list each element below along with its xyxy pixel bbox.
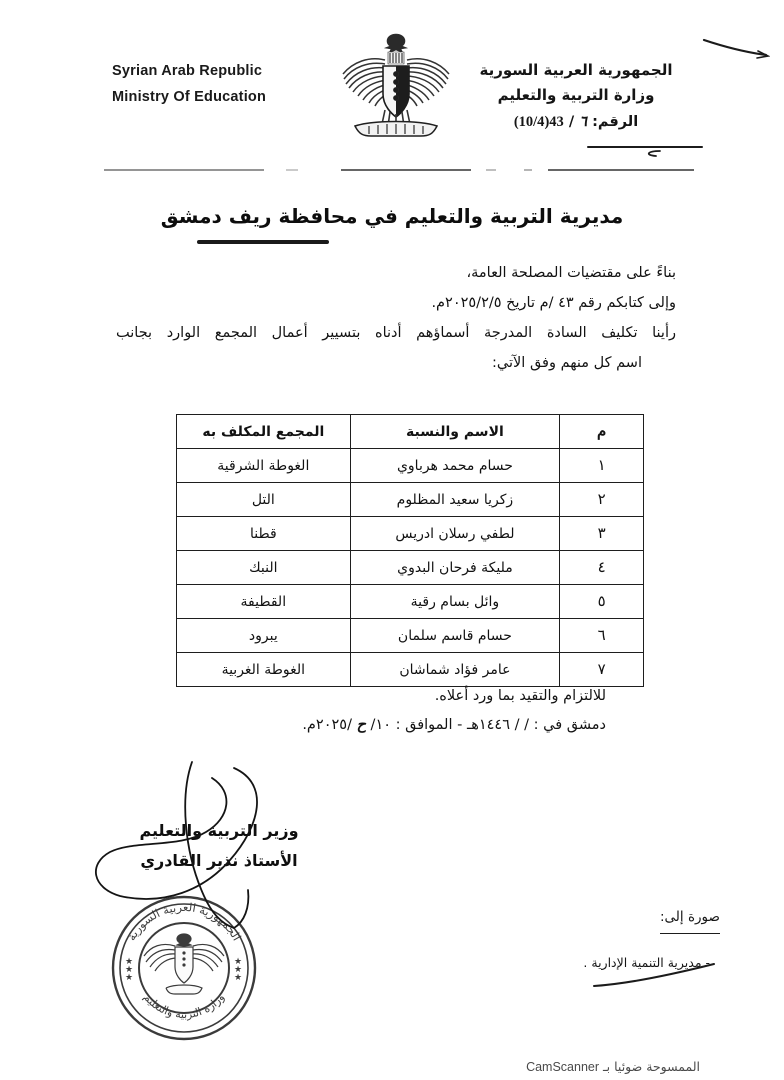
page-title-underline [197, 240, 329, 244]
ministry-official-round-seal [108, 892, 260, 1044]
closing-instruction: للالتزام والتقيد بما ورد أعلاه. [434, 688, 606, 704]
pen-stroke-mark [700, 36, 770, 62]
body-text [116, 258, 676, 378]
table-row [177, 449, 644, 483]
table-row [177, 517, 644, 551]
header-arabic-line2: وزارة التربية والتعليم [497, 86, 655, 104]
cell-name: زكريا سعيد المظلوم [350, 483, 560, 517]
document-number-line: الرقم: ٦ / 43(10/4) [513, 114, 639, 130]
cell-site: النبك [177, 551, 351, 585]
cc-pen-swoosh [590, 962, 720, 992]
signature-block [104, 816, 334, 876]
table-row [177, 551, 644, 585]
closing-text [186, 682, 606, 740]
cell-name: مليكة فرحان البدوي [350, 551, 560, 585]
closing-dateline [186, 711, 606, 740]
svg-text:★: ★ [234, 965, 243, 975]
hijri-day: / [524, 717, 530, 733]
cell-index: ٦ [560, 619, 644, 653]
cell-site: الغوطة الشرقية [177, 449, 351, 483]
header-arabic [441, 58, 711, 135]
assignment-table-wrapper [176, 414, 644, 687]
header-arabic-line1: الجمهورية العربية السورية [479, 61, 673, 79]
column-header-index: م [560, 415, 644, 449]
document-number-underline [586, 142, 706, 156]
table-header-row [177, 415, 644, 449]
cell-site: القطيفة [177, 585, 351, 619]
body-line-1: بناءً على مقتضيات المصلحة العامة، [466, 265, 676, 281]
cell-name: عامر فؤاد شماشان [350, 653, 560, 687]
svg-text:وزارة التربية والتعليم: وزارة التربية والتعليم [140, 990, 227, 1022]
table-row [177, 483, 644, 517]
gregorian-year: /٢٠٢٥م. [302, 717, 352, 733]
document-number-code: 43(10/4) [513, 114, 564, 130]
gregorian-label: الموافق : [395, 717, 453, 733]
svg-text:★: ★ [234, 973, 243, 983]
cc-item: - مديرية التنمية الإدارية . [583, 955, 710, 970]
cell-index: ٥ [560, 585, 644, 619]
cell-index: ٤ [560, 551, 644, 585]
hijri-month: / [514, 717, 520, 733]
table-row [177, 585, 644, 619]
header-english-line2: Ministry Of Education [112, 89, 267, 105]
cell-index: ٣ [560, 517, 644, 551]
signatory-name: الأستاذ نذير القادري [140, 851, 298, 870]
svg-text:★: ★ [125, 965, 134, 975]
scanner-text: الممسوحة ضوئيا بـ [603, 1059, 700, 1074]
camscanner-watermark [526, 1059, 700, 1074]
cell-site: التل [177, 483, 351, 517]
cell-site: قطنا [177, 517, 351, 551]
gregorian-day: ١٠/ [370, 717, 392, 733]
column-header-site: المجمع المكلف به [177, 415, 351, 449]
hijri-year: ١٤٤٦هـ [466, 717, 511, 733]
cell-name: حسام محمد هرباوي [350, 449, 560, 483]
svg-text:الجمهورية العربية السورية: الجمهورية العربية السورية [124, 899, 245, 944]
cell-site: يبرود [177, 619, 351, 653]
cell-index: ٢ [560, 483, 644, 517]
document-number-label: الرقم: [592, 114, 639, 130]
document-number-handwritten: ٦ [579, 114, 587, 130]
svg-text:★: ★ [125, 973, 134, 983]
body-line-3: رأينا تكليف السادة المدرجة أسماؤهم أدناه بتسيير أعمال المجمع الوارد بجانب [116, 325, 676, 341]
scanner-brand: CamScanner [526, 1060, 600, 1074]
gregorian-month-handwritten: ح [356, 717, 366, 733]
header-english-line1: Syrian Arab Republic [112, 63, 263, 79]
table-row [177, 619, 644, 653]
cell-site: الغوطة الغربية [177, 653, 351, 687]
body-line-4: اسم كل منهم وفق الآتي: [492, 355, 642, 371]
cell-name: لطفي رسلان ادريس [350, 517, 560, 551]
svg-text:★: ★ [234, 957, 243, 967]
header-divider [96, 168, 696, 171]
body-line-2: وإلى كتابكم رقم ٤٣ /م تاريخ ٢٠٢٥/٢/٥م. [431, 295, 676, 311]
svg-text:★: ★ [125, 957, 134, 967]
cell-index: ١ [560, 449, 644, 483]
cell-index: ٧ [560, 653, 644, 687]
date-prefix: دمشق في : [533, 717, 606, 733]
cell-name: وائل بسام رقية [350, 585, 560, 619]
cell-name: حسام قاسم سلمان [350, 619, 560, 653]
page-title: مديرية التربية والتعليم في محافظة ريف دمشق [160, 204, 624, 228]
signatory-role: وزير التربية والتعليم [139, 821, 299, 840]
cc-title: صورة إلى: [660, 902, 720, 934]
date-separator: - [457, 717, 463, 733]
column-header-name: الاسم والنسبة [350, 415, 560, 449]
assignment-table [176, 414, 644, 687]
